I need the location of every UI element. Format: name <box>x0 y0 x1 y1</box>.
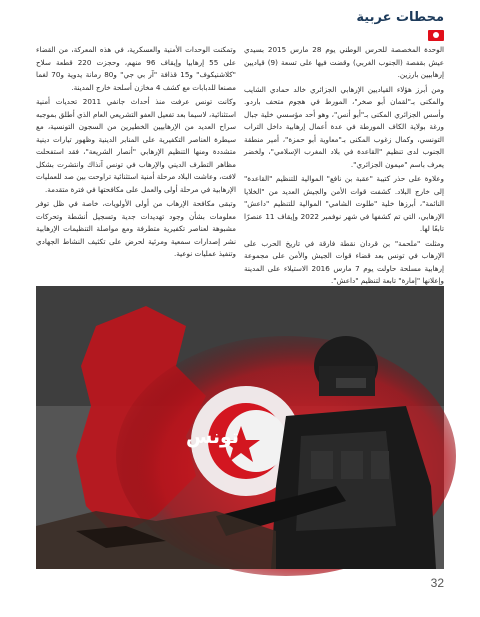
page-number: 32 <box>430 576 444 590</box>
paragraph: ومثلت "ملحمة" بن قردان نقطة فارقة في تاريخ الحرب على الإرهاب في تونس بعد قضاء قوات الجيش والأمن على مجموعة إرهابية مسلحة حاولت يوم 7 مارس 2016 الاستيلاء على المدينة وإعلانها "إمارة" تابعة لتنظيم "داعش". <box>244 238 444 285</box>
hero-image <box>36 286 444 569</box>
page-header <box>356 10 444 41</box>
section-title: محطات عربية <box>356 10 444 25</box>
paragraph: وكانت تونس عرفت منذ أحداث جانفي 2011 تحديات أمنية استثنائية، لاسيما بعد تفعيل العفو التشريعي العام الذي أطلق بموجبه سراح العديد من الإرهابيين الخطيرين من السجون التونسية، مع سيطرة العناصر التكفيرية على المنابر الدينية وظهور تيارات دينية متشددة ومنها التنظيم الإرهابي "أنصار الشريعة"، فقد استفحلت مظاهر التطرف الديني والإرهاب في تونس آنذاك وانتشرت بشكل لافت، وعاشت البلاد مرحلة أمنية استثنائية تراوحت بين صد للعمليات الإرهابية في مرحلة أولى والعمل على مكافحتها في فترة متقدمة. <box>36 97 236 194</box>
paragraph: وتبقى مكافحة الإرهاب من أولى الأولويات، خاصة في ظل توفر معلومات بشأن وجود تهديدات جدية وتسجيل أنشطة وتحركات مشبوهة لعناصر تكفيرية متطرفة ومع مواصلة التنظيمات الإرهابية نشر إصدارات سمعية ومرئية لحرض على تكثيف النشاط الجهادي وتنفيذ عمليات نوعية. <box>36 199 236 258</box>
paragraph: ومن أبرز هؤلاء القياديين الإرهابي الجزائري خالد حمادي الشايب والمكنى بـ"لقمان أبو صخر"، المورط في هجوم متحف باردو. وأسس الجزائري المكنى بـ"أبو أنس"، وهو أحد مؤسسي خلية جبال ورغة بولاية الكاف المورطة في عدة أعمال إرهابية داخل التراب التونسي، وكمال زغوب المكنى بـ"معاوية أبو حمزة"، أمير منطقة الجنوب لدى تنظيم "القاعدة في بلاد المغرب الإسلامي"، ولخضر يعرف باسم "ميمون الجزائري". <box>244 84 444 169</box>
article-column-left <box>36 44 236 270</box>
paragraph: الوحدة المخصصة للحرس الوطني يوم 28 مارس 2015 بسيدي عيش بقفصة (الجنوب الغربي) وقضت فيها على تسعة (9) قياديين إرهابيين بارزين. <box>244 45 445 79</box>
paragraph: وعلاوة على حذر كتيبة "عقبة بن نافع" الموالية للتنظيم "القاعدة" إلى خارج البلاد. كشفت قوات الأمن والجيش العديد من "الخلايا النائمة"، أبرزها خلية "طلوت الشامي" الموالية للتنظيم "داعش" الإرهابي، التي تم كشفها في شهر نوفمبر 2022 وإيقاف 11 عنصرًا تابعًا لها. <box>244 174 444 233</box>
hero-caption: تونس <box>186 426 240 448</box>
tunisia-flag-icon <box>428 30 444 41</box>
paragraph: وتمكنت الوحدات الأمنية والعسكرية، في هذه المعركة، من القضاء على 55 إرهابيا وإيقاف 96 منهم، وحجزت 220 قطعة سلاح "كلاشنيكوف" و15 قذافة "آر بي جي" و80 رمانة يدوية و70 لغما مصنعا للدبابات مع كشف 4 مخازن أسلحة خارج المدينة. <box>36 45 236 92</box>
hero-illustration <box>36 286 444 569</box>
article-column-right <box>244 44 445 285</box>
